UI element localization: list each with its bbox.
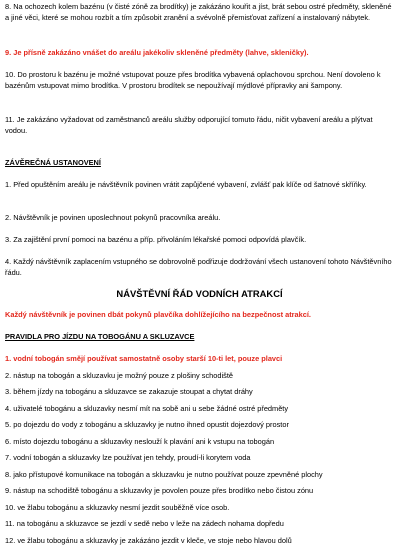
slide-rule-10: 10. ve žlabu tobogánu a skluzavky nesmí jezdit souběžně více osob. (5, 503, 230, 512)
rule-paragraph-10: 10. Do prostoru k bazénu je možné vstupovat pouze přes brodítka vybavená oplachovou sprchou. Není dovoleno k bazénům vstupovat mimo brodítka. V prostoru brodítek se nepoužívají mýdlové přípravky ani šampony. (5, 70, 381, 90)
slide-rule-12: 12. ve žlabu tobogánu a skluzavky je zakázáno jezdit v kleče, ve stoje nebo hlavou dolů (5, 536, 292, 545)
final-item-3: 3. Za zajištění první pomoci na bazénu a příp. přivoláním lékařské pomoci odpovídá plavčík. (5, 235, 307, 244)
slide-rule-2: 2. nástup na tobogán a skluzavku je možný pouze z plošiny schodiště (5, 371, 234, 380)
rule-paragraph-8: 8. Na ochozech kolem bazénu (v čisté zóně za brodítky) je zakázáno kouřit a jíst, brát sebou ostré předměty, skleněné a jiné věci, které se mohou rozbít a tím způsobit zranění a svévolně přemisťovat zařízení a instalovaný nábytek. (5, 2, 392, 22)
document-page (5, 0, 395, 555)
slide-rule-11: 11. na tobogánu a skluzavce se jezdí v sedě nebo v leže na zádech nohama dopředu (5, 519, 284, 528)
slide-rule-3: 3. během jízdy na tobogánu a skluzavce se zakazuje stoupat a chytat dráhy (5, 387, 253, 396)
slide-rule-1: 1. vodní tobogán smějí používat samostatně osoby starší 10-ti let, pouze plavci (5, 354, 283, 363)
final-item-2: 2. Návštěvník je povinen uposlechnout pokynů pracovníka areálu. (5, 213, 221, 222)
final-item-4: 4. Každý návštěvník zaplacením vstupného se dobrovolně podřizuje dodržování všech ustanovení tohoto Návštěvního řádu. (5, 257, 392, 277)
slide-rule-4: 4. uživatelé tobogánu a skluzavky nesmí mít na sobě ani u sebe žádné ostré předměty (5, 404, 289, 413)
slides-rules-heading: PRAVIDLA PRO JÍZDU NA TOBOGÁNU A SKLUZAVCE (5, 332, 195, 341)
slide-rule-8: 8. jako přístupové komunikace na tobogán a skluzavku je nutno používat pouze zpevněné plochy (5, 470, 323, 479)
final-item-1: 1. Před opuštěním areálu je návštěvník povinen vrátit zapůjčené vybavení, zvlášť pak klíče od šatnové skříňky. (5, 180, 367, 189)
rule-paragraph-9-glass-ban: 9. Je přísně zakázáno vnášet do areálu jakékoliv skleněné předměty (lahve, skleničky). (5, 48, 309, 57)
slide-rule-7: 7. vodní tobogán a skluzavky lze používat jen tehdy, proudí-li korytem voda (5, 453, 251, 462)
slide-rule-9: 9. nástup na schodiště tobogánu a skluzavky je povolen pouze přes brodítko nebo čistou zónu (5, 486, 314, 495)
rule-paragraph-11: 11. Je zakázáno vyžadovat od zaměstnanců areálu služby odporující tomuto řádu, ničit vybavení areálu a plýtvat vodou. (5, 115, 373, 135)
final-provisions-heading: ZÁVĚREČNÁ USTANOVENÍ (5, 158, 101, 167)
attractions-warning: Každý návštěvník je povinen dbát pokynů plavčíka dohlížejícího na bezpečnost atrakcí. (5, 310, 311, 319)
attractions-title: NÁVŠTĚVNÍ ŘÁD VODNÍCH ATRAKCÍ (116, 288, 283, 299)
slide-rule-5: 5. po dojezdu do vody z tobogánu a skluzavky je nutno ihned opustit dojezdový prostor (5, 420, 289, 429)
slide-rule-6: 6. místo dojezdu tobogánu a skluzavky neslouží k plavání ani k vstupu na tobogán (5, 437, 275, 446)
